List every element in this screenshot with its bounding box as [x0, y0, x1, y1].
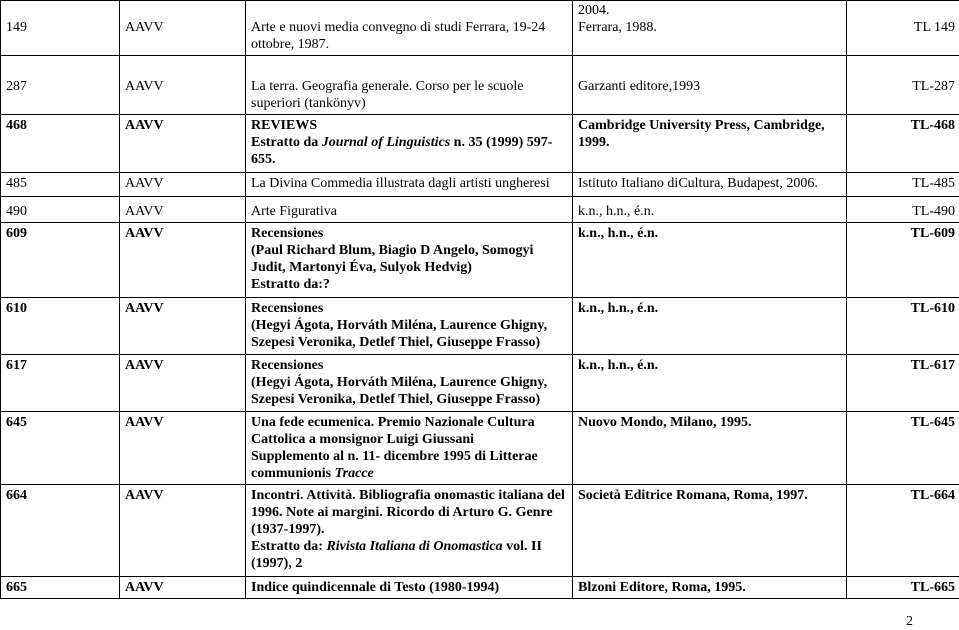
row-author: AAVV: [120, 298, 246, 355]
row-number: 664: [1, 485, 120, 577]
title-line: (Hegyi Ágota, Horváth Miléna, Laurence Ghigny,: [251, 317, 568, 334]
row-publisher: [573, 223, 847, 298]
title-line: Recensiones: [251, 225, 568, 242]
title-line: ottobre, 1987.: [251, 36, 568, 53]
row-number: 609: [1, 223, 120, 298]
publisher-line: k.n., h.n., é.n.: [578, 225, 842, 242]
publisher-line: Garzanti editore,1993: [578, 78, 842, 95]
row-title: [246, 485, 573, 577]
row-tl-code: TL 149: [847, 1, 959, 56]
title-line: Estratto da: Rivista Italiana di Onomastica vol. II: [251, 538, 568, 555]
row-tl-code: TL-665: [847, 577, 959, 599]
title-line: (Paul Richard Blum, Biagio D Angelo, Somogyi: [251, 242, 568, 259]
title-line: (1997), 2: [251, 555, 568, 572]
publisher-line: Società Editrice Romana, Roma, 1997.: [578, 487, 842, 504]
title-line: 1996. Note ai margini. Ricordo di Arturo G. Genre: [251, 504, 568, 521]
row-tl-code: TL-287: [847, 56, 959, 115]
row-author: AAVV: [120, 485, 246, 577]
table-row: [1, 1, 959, 56]
row-tl-code: TL-610: [847, 298, 959, 355]
row-tl-code: TL-490: [847, 197, 959, 223]
row-title: [246, 115, 573, 173]
publisher-line: Cambridge University Press, Cambridge, 1999.: [578, 117, 842, 151]
row-tl-code: TL-609: [847, 223, 959, 298]
title-line: 655.: [251, 151, 568, 168]
row-tl-code: TL-485: [847, 173, 959, 197]
row-publisher: [573, 298, 847, 355]
title-line: La terra. Geografia generale. Corso per le scuole: [251, 78, 568, 95]
row-author: AAVV: [120, 115, 246, 173]
publisher-line: 2004.: [578, 2, 842, 19]
row-title: [246, 197, 573, 223]
row-title: [246, 412, 573, 485]
row-publisher: [573, 412, 847, 485]
title-line: Szepesi Veronika, Detlef Thiel, Giuseppe Frasso): [251, 391, 568, 408]
row-publisher: [573, 1, 847, 56]
table-row: [1, 223, 959, 298]
title-line: Estratto da Journal of Linguistics n. 35 (1999) 597-: [251, 134, 568, 151]
table-row: [1, 197, 959, 223]
row-number: 665: [1, 577, 120, 599]
title-line: Judit, Martonyi Éva, Sulyok Hedvig): [251, 259, 568, 276]
row-tl-code: TL-468: [847, 115, 959, 173]
row-publisher: [573, 577, 847, 599]
page-number: 2: [906, 613, 913, 630]
row-title: [246, 355, 573, 412]
title-line: Cattolica a monsignor Luigi Giussani: [251, 431, 568, 448]
title-line: Incontri. Attività. Bibliografia onomastic italiana del: [251, 487, 568, 504]
table-row: [1, 56, 959, 115]
row-number: 287: [1, 56, 120, 115]
title-line: Recensiones: [251, 357, 568, 374]
title-line: REVIEWS: [251, 117, 568, 134]
publisher-line: Blzoni Editore, Roma, 1995.: [578, 579, 842, 596]
row-author: AAVV: [120, 56, 246, 115]
row-title: [246, 298, 573, 355]
row-title: [246, 577, 573, 599]
row-author: AAVV: [120, 1, 246, 56]
row-number: 617: [1, 355, 120, 412]
table-row: [1, 115, 959, 173]
title-line: Una fede ecumenica. Premio Nazionale Cultura: [251, 414, 568, 431]
table-row: [1, 485, 959, 577]
title-line: Recensiones: [251, 300, 568, 317]
row-tl-code: TL-645: [847, 412, 959, 485]
row-publisher: [573, 173, 847, 197]
row-tl-code: TL-617: [847, 355, 959, 412]
publisher-line: k.n., h.n., é.n.: [578, 357, 842, 374]
row-title: [246, 223, 573, 298]
table-row: [1, 355, 959, 412]
title-line: Arte Figurativa: [251, 203, 568, 220]
publisher-line: k.n., h.n., é.n.: [578, 203, 842, 220]
publisher-line: k.n., h.n., é.n.: [578, 300, 842, 317]
row-publisher: [573, 355, 847, 412]
row-number: 149: [1, 1, 120, 56]
row-author: AAVV: [120, 173, 246, 197]
table-row: [1, 577, 959, 599]
row-author: AAVV: [120, 355, 246, 412]
publisher-line: Ferrara, 1988.: [578, 19, 842, 36]
title-line: Supplemento al n. 11- dicembre 1995 di Litterae: [251, 448, 568, 465]
table-row: [1, 173, 959, 197]
row-publisher: [573, 56, 847, 115]
title-line: (Hegyi Ágota, Horváth Miléna, Laurence Ghigny,: [251, 374, 568, 391]
title-line: Indice quindicennale di Testo (1980-1994): [251, 579, 568, 596]
row-author: AAVV: [120, 412, 246, 485]
row-number: 485: [1, 173, 120, 197]
publisher-line: Nuovo Mondo, Milano, 1995.: [578, 414, 842, 431]
title-line: La Divina Commedia illustrata dagli artisti ungheresi: [251, 175, 568, 192]
row-publisher: [573, 197, 847, 223]
title-line: Estratto da:?: [251, 276, 568, 293]
publisher-line: Istituto Italiano diCultura, Budapest, 2006.: [578, 175, 842, 192]
title-line: communionis Tracce: [251, 465, 568, 482]
table-row: [1, 412, 959, 485]
title-line: (1937-1997).: [251, 521, 568, 538]
row-publisher: [573, 485, 847, 577]
row-title: [246, 1, 573, 56]
row-author: AAVV: [120, 577, 246, 599]
row-number: 468: [1, 115, 120, 173]
title-line: Szepesi Veronika, Detlef Thiel, Giuseppe Frasso): [251, 334, 568, 351]
row-title: [246, 173, 573, 197]
row-publisher: [573, 115, 847, 173]
title-line: superiori (tankönyv): [251, 95, 568, 112]
table-row: [1, 298, 959, 355]
row-title: [246, 56, 573, 115]
row-author: AAVV: [120, 223, 246, 298]
row-number: 610: [1, 298, 120, 355]
row-tl-code: TL-664: [847, 485, 959, 577]
row-number: 645: [1, 412, 120, 485]
title-line: Arte e nuovi media convegno di studi Ferrara, 19-24: [251, 19, 568, 36]
row-number: 490: [1, 197, 120, 223]
row-author: AAVV: [120, 197, 246, 223]
